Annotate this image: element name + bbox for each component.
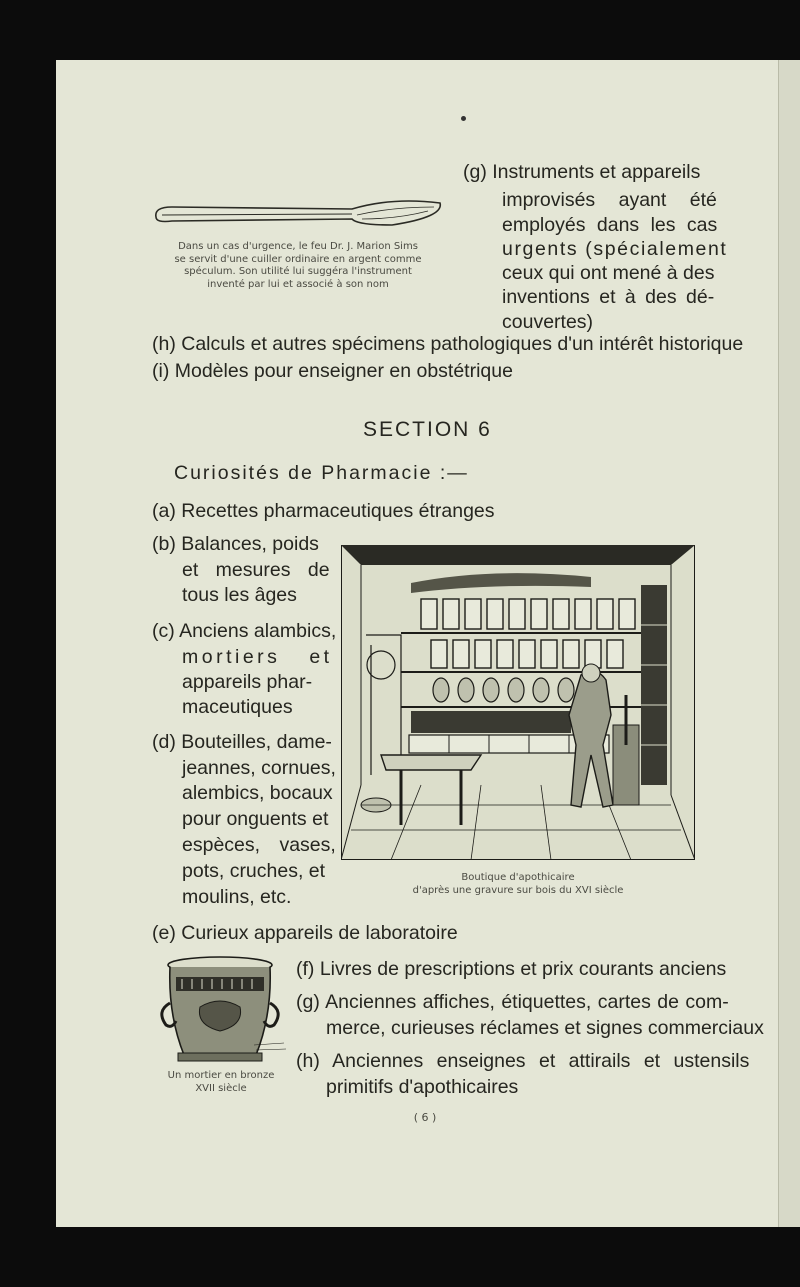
item-g-line: ceux qui ont mené à des (502, 262, 715, 284)
item-d-line: pots, cruches, et (182, 860, 326, 882)
spoon-illustration (152, 195, 444, 235)
item-d-line: espèces, vases, (182, 834, 336, 856)
bronze-mortar-illustration (158, 955, 288, 1067)
item-i: (i) Modèles pour enseigner en obstétrique (152, 360, 513, 382)
spoon-caption-line: spéculum. Son utilité lui suggéra l'instrument (184, 266, 412, 277)
mortar-caption-line: Un mortier en bronze (167, 1070, 275, 1081)
page-mark (461, 116, 466, 121)
spoon-caption-line: Dans un cas d'urgence, le feu Dr. J. Marion Sims (178, 241, 418, 252)
shop-caption-line: Boutique d'apothicaire (461, 872, 575, 883)
item-e: (e) Curieux appareils de laboratoire (152, 922, 458, 944)
mortar-caption-line: XVII siècle (195, 1082, 247, 1094)
curiosites-heading: Curiosités de Pharmacie :— (174, 462, 469, 484)
page-edge (778, 60, 800, 1227)
item-g2-line: (g) Anciennes affiches, étiquettes, cartes de com- (296, 991, 729, 1013)
item-h2-line: primitifs d'apothicaires (326, 1076, 519, 1098)
item-d-line: jeannes, cornues, (182, 757, 336, 779)
item-c-line: mortiers et (182, 646, 333, 668)
shop-caption-line: d'après une gravure sur bois du XVI siècle (412, 884, 624, 896)
item-g-line: couvertes) (502, 311, 594, 333)
spoon-caption-line: inventé par lui et associé à son nom (207, 278, 389, 290)
item-d-line: moulins, etc. (182, 886, 292, 908)
item-h: (h) Calculs et autres spécimens pathologiques d'un intérêt historique (152, 333, 744, 355)
item-f: (f) Livres de prescriptions et prix courants anciens (296, 958, 727, 980)
section-title: SECTION 6 (363, 418, 492, 441)
item-c-line: maceutiques (182, 696, 293, 718)
item-h2-line: (h) Anciennes enseignes et attirails et ustensils (296, 1050, 750, 1072)
item-g-line: improvisés ayant été (502, 189, 717, 211)
item-a: (a) Recettes pharmaceutiques étranges (152, 500, 495, 522)
page-number: ( 6 ) (413, 1111, 437, 1124)
item-b-line: (b) Balances, poids (152, 533, 319, 555)
item-d-line: pour onguents et (182, 808, 329, 830)
item-g-line: inventions et à des dé- (502, 286, 715, 308)
item-c-line: (c) Anciens alambics, (152, 620, 337, 642)
item-g-line: employés dans les cas (502, 214, 718, 236)
item-b-line: tous les âges (182, 584, 297, 606)
item-b-line: et mesures de (182, 559, 330, 581)
item-g-line: urgents (spécialement (502, 238, 728, 260)
apothecary-shop-woodcut (341, 545, 695, 860)
item-g-line: (g) Instruments et appareils (463, 161, 701, 183)
spoon-caption-line: se servit d'une cuiller ordinaire en argent comme (174, 253, 422, 265)
item-d-line: alembics, bocaux (182, 782, 333, 804)
item-d-line: (d) Bouteilles, dame- (152, 731, 332, 753)
item-g2-line: merce, curieuses réclames et signes commerciaux (326, 1017, 764, 1039)
item-c-line: appareils phar- (182, 671, 313, 693)
